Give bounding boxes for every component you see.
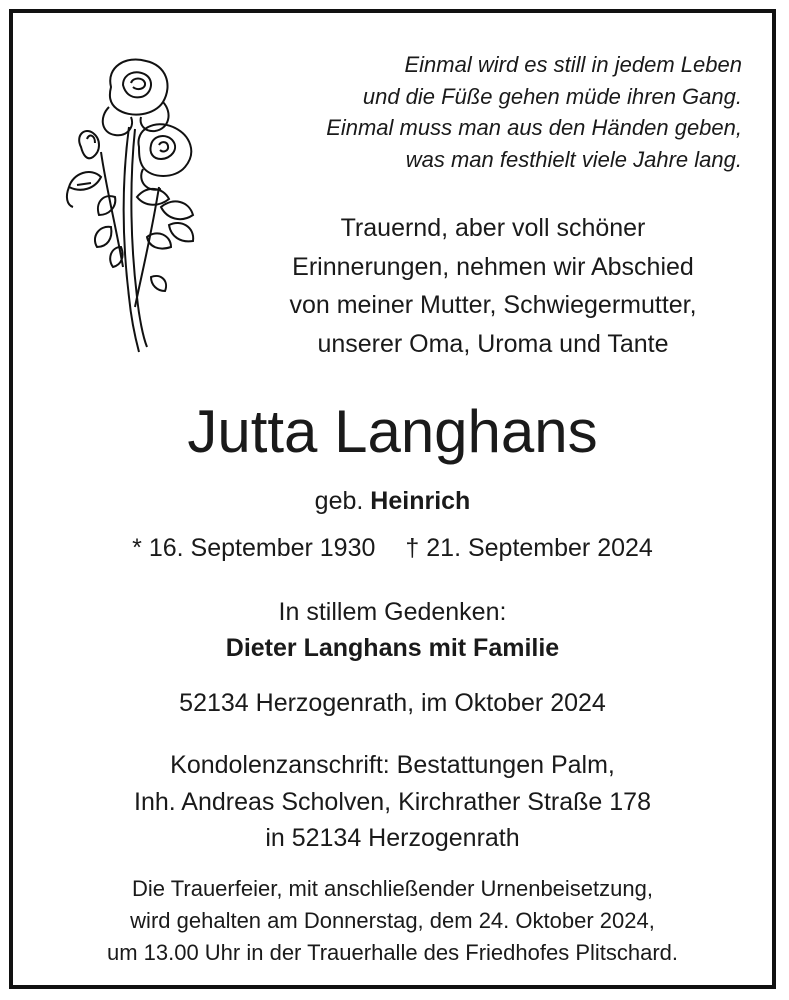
life-dates xyxy=(13,531,772,565)
ceremony-info xyxy=(13,873,772,969)
memorial-line: In stillem Gedenken: xyxy=(278,598,507,626)
intro-line: Trauernd, aber voll schöner xyxy=(340,214,646,242)
birth-date: * 16. September 1930 xyxy=(132,534,376,562)
mourning-family: Dieter Langhans mit Familie xyxy=(225,634,560,662)
obituary-frame xyxy=(9,9,776,989)
deceased-name: Jutta Langhans xyxy=(187,398,598,465)
ceremony-line: wird gehalten am Donnerstag, dem 24. Oktober 2024, xyxy=(130,908,655,933)
poem-line: was man festhielt viele Jahre lang. xyxy=(405,146,742,172)
intro-line: unserer Oma, Uroma und Tante xyxy=(317,329,669,358)
place-date: 52134 Herzogenrath, im Oktober 2024 xyxy=(179,689,606,717)
intro-line: von meiner Mutter, Schwiegermutter, xyxy=(289,291,697,319)
birth-name xyxy=(13,484,772,518)
poem-line: Einmal muss man aus den Händen geben, xyxy=(326,115,742,140)
poem-line: Einmal wird es still in jedem Leben xyxy=(404,52,742,77)
poem xyxy=(222,49,742,175)
condolence-line: in 52134 Herzogenrath xyxy=(265,824,520,852)
death-date: † 21. September 2024 xyxy=(405,534,653,562)
rose-illustration-icon xyxy=(51,47,201,357)
birth-name-prefix: geb. xyxy=(314,487,364,515)
condolence-line: Kondolenzanschrift: Bestattungen Palm, xyxy=(170,751,615,779)
birth-name-value: Heinrich xyxy=(370,487,471,515)
intro-line: Erinnerungen, nehmen wir Abschied xyxy=(292,252,694,281)
condolence-address xyxy=(13,747,772,857)
condolence-line: Inh. Andreas Scholven, Kirchrather Straße 178 xyxy=(134,787,651,816)
intro-text xyxy=(213,209,773,363)
ceremony-line: um 13.00 Uhr in der Trauerhalle des Friedhofes Plitschard. xyxy=(106,940,679,965)
ceremony-line: Die Trauerfeier, mit anschließender Urnenbeisetzung, xyxy=(132,876,653,901)
poem-line: und die Füße gehen müde ihren Gang. xyxy=(362,83,742,109)
